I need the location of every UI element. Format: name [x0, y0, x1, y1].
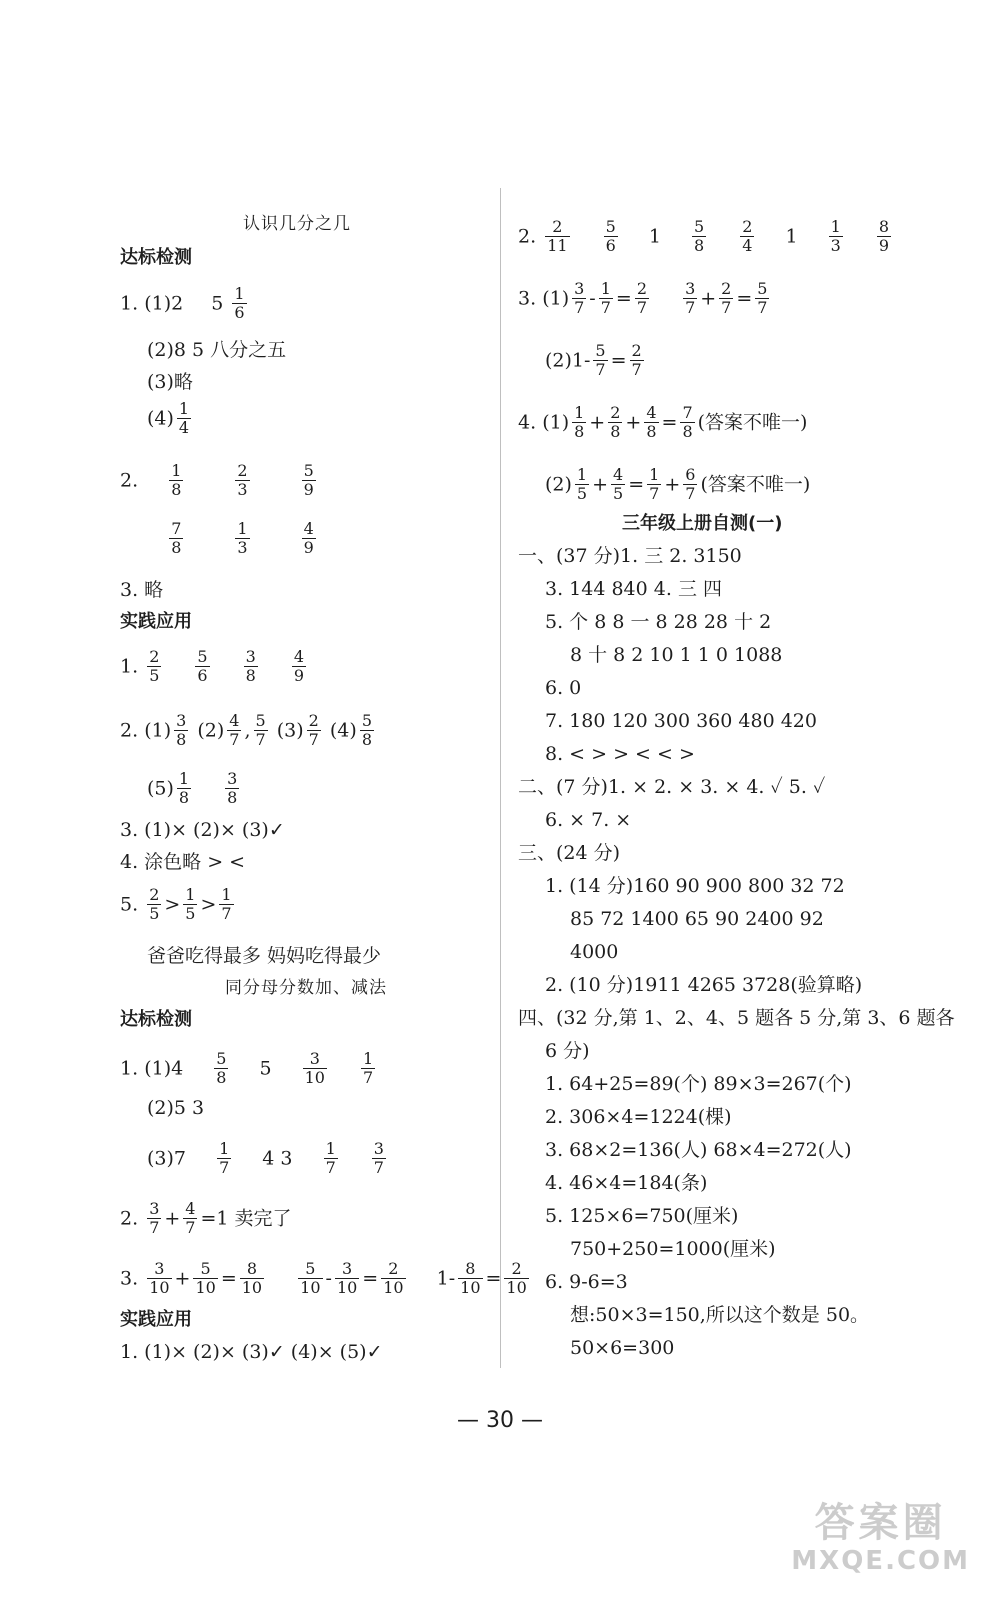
fraction: $\frac{5}{6}$	[605, 217, 616, 255]
answer-line: 3. 144 840 4. 三 四	[545, 578, 722, 600]
test-title: 三年级上册自测(一)	[622, 513, 783, 534]
fraction: $\frac{5}{7}$	[757, 279, 768, 317]
fraction: $\frac{5}{10}$	[195, 1259, 216, 1297]
fraction: $\frac{3}{10}$	[304, 1049, 325, 1087]
fraction: $\frac{8}{10}$	[460, 1259, 481, 1297]
answer-line: 85 72 1400 65 90 2400 92	[570, 908, 824, 930]
answer-line: 四、(32 分,第 1、2、4、5 题各 5 分,第 3、6 题各	[518, 1007, 955, 1029]
fraction: $\frac{2}{10}$	[383, 1259, 404, 1297]
fraction: $\frac{3}{7}$	[574, 279, 585, 317]
answer-line: 1. (1)× (2)× (3)✓ (4)× (5)✓	[120, 1341, 383, 1363]
fraction: $\frac{2}{7}$	[631, 341, 642, 379]
answer-line: 6. 9-6=3	[545, 1271, 628, 1293]
fraction: $\frac{3}{8}$	[245, 647, 256, 685]
fraction: $\frac{8}{9}$	[878, 217, 889, 255]
fraction: $\frac{7}{8}$	[171, 519, 182, 557]
fraction: $\frac{1}{4}$	[178, 399, 190, 437]
answer-line: 3. $\frac{3}{10}$ + $\frac{5}{10}$ = $\frac{8}{10}$ $\frac{5}{10}$ - $\frac{3}{10}$ = $\frac{2}{10}$ 1- $\frac{8}{10}$ = $\frac{2}{10}$	[120, 1259, 527, 1297]
answer-line: 5. $\frac{2}{5}$ > $\frac{1}{5}$ > $\frac{1}{7}$	[120, 885, 232, 923]
answer-line: 二、(7 分)1. × 2. × 3. × 4. ✓ 5. ✓	[518, 776, 826, 798]
answer-line: 3. 略	[120, 579, 164, 601]
answer-line: (3)7 $\frac{1}{7}$ 4 3 $\frac{1}{7}$ $\frac{3}{7}$	[147, 1139, 384, 1177]
fraction: $\frac{2}{11}$	[547, 217, 568, 255]
answer-line: 2. $\frac{2}{11}$ $\frac{5}{6}$ 1 $\frac{5}{8}$ $\frac{2}{4}$ 1 $\frac{1}{3}$ $\frac{8}{9}$	[518, 217, 889, 255]
answer-line: 5. 个 8 8 一 8 28 28 十 2	[545, 611, 772, 633]
fraction: $\frac{4}{5}$	[613, 465, 624, 503]
answer-line: 8 十 8 2 10 1 1 0 1088	[570, 644, 783, 666]
fraction: $\frac{3}{8}$	[176, 711, 187, 749]
fraction: $\frac{5}{8}$	[216, 1049, 227, 1087]
answer-line: (2)1- $\frac{5}{7}$ = $\frac{2}{7}$	[545, 341, 642, 379]
fraction: $\frac{1}{7}$	[325, 1139, 336, 1177]
answer-line: 一、(37 分)1. 三 2. 3150	[518, 545, 742, 567]
fraction: $\frac{4}{7}$	[229, 711, 240, 749]
fraction: $\frac{7}{8}$	[682, 403, 693, 441]
fraction: $\frac{8}{10}$	[241, 1259, 263, 1297]
heading-shijian: 实践应用	[120, 611, 192, 632]
answer-line: 2. (10 分)1911 4265 3728(验算略)	[545, 974, 863, 996]
answer-line: 1. 64+25=89(个) 89×3=267(个)	[545, 1073, 852, 1095]
fraction: $\frac{5}{10}$	[300, 1259, 321, 1297]
fraction: $\frac{4}{8}$	[646, 403, 657, 441]
fraction: $\frac{2}{8}$	[610, 403, 621, 441]
answer-line: (2)5 3	[147, 1097, 205, 1119]
fraction: $\frac{3}{10}$	[336, 1259, 358, 1297]
fraction: $\frac{1}{7}$	[649, 465, 660, 503]
answer-line: 6. × 7. ×	[545, 809, 632, 831]
answer-line	[120, 520, 319, 557]
fraction: $\frac{1}{7}$	[221, 885, 232, 923]
fraction: $\frac{2}{7}$	[636, 279, 648, 317]
fraction: $\frac{4}{7}$	[185, 1199, 196, 1237]
fraction: $\frac{3}{7}$	[149, 1199, 160, 1237]
page-number: — 30 —	[457, 1408, 543, 1433]
fraction: $\frac{1}{3}$	[830, 217, 841, 255]
answer-line: 1. (1)4 $\frac{5}{8}$ 5 $\frac{3}{10}$ $\frac{1}{7}$	[120, 1049, 374, 1087]
answer-line: 2. 306×4=1224(棵)	[545, 1106, 732, 1128]
fraction: $\frac{5}{8}$	[693, 217, 705, 255]
fraction: $\frac{2}{4}$	[742, 217, 753, 255]
heading-dabiao: 达标检测	[120, 1009, 192, 1030]
answer-line: 三、(24 分)	[518, 842, 621, 864]
answer-line: (2)8 5 八分之五	[147, 339, 287, 361]
section-title: 认识几分之几	[243, 214, 351, 234]
fraction: $\frac{2}{10}$	[506, 1259, 527, 1297]
answer-line: 3. 68×2=136(人) 68×4=272(人)	[545, 1139, 852, 1161]
answer-line: 2. $\frac{1}{8}$ $\frac{2}{3}$ $\frac{5}{9}$	[120, 461, 314, 499]
answer-line: 3. (1) $\frac{3}{7}$ - $\frac{1}{7}$ = $\frac{2}{7}$ $\frac{3}{7}$ + $\frac{2}{7}$ = $\frac{5}{7}$	[518, 279, 768, 317]
fraction: $\frac{1}{8}$	[171, 461, 182, 499]
answer-line: 750+250=1000(厘米)	[570, 1238, 776, 1260]
answer-line: (5) $\frac{1}{8}$ $\frac{3}{8}$	[147, 769, 238, 807]
answer-line: 6. 0	[545, 677, 582, 699]
fraction: $\frac{2}{7}$	[721, 279, 732, 317]
fraction: $\frac{3}{8}$	[227, 769, 238, 807]
fraction: $\frac{1}{8}$	[178, 769, 190, 807]
answer-line: 4000	[570, 941, 619, 963]
fraction: $\frac{5}{7}$	[255, 711, 266, 749]
heading-dabiao: 达标检测	[120, 247, 192, 268]
answer-line: (3)略	[147, 371, 193, 393]
fraction: $\frac{2}{7}$	[308, 711, 319, 749]
fraction: $\frac{2}{5}$	[149, 647, 160, 685]
answer-line: 4. 涂色略 > <	[120, 851, 246, 873]
section-title: 同分母分数加、减法	[225, 978, 387, 998]
fraction: $\frac{1}{5}$	[185, 885, 196, 923]
answer-line: 爸爸吃得最多 妈妈吃得最少	[147, 945, 382, 967]
fraction: $\frac{4}{9}$	[303, 519, 314, 557]
fraction: $\frac{5}{8}$	[361, 711, 372, 749]
fraction: $\frac{2}{5}$	[149, 885, 160, 923]
fraction: $\frac{4}{9}$	[293, 647, 305, 685]
fraction: $\frac{1}{5}$	[576, 465, 588, 503]
answer-line: 6 分)	[545, 1040, 590, 1062]
answer-line: 1. (1)2 5 $\frac{1}{6}$	[120, 284, 245, 322]
fraction: $\frac{5}{6}$	[197, 647, 208, 685]
fraction: $\frac{6}{7}$	[685, 465, 696, 503]
fraction: $\frac{3}{10}$	[149, 1259, 170, 1297]
fraction: $\frac{1}{8}$	[574, 403, 585, 441]
answer-line: 50×6=300	[570, 1337, 675, 1359]
answer-line: 4. (1) $\frac{1}{8}$ + $\frac{2}{8}$ + $\frac{4}{8}$ = $\frac{7}{8}$ (答案不唯一)	[518, 403, 808, 441]
answer-line: 想:50×3=150,所以这个数是 50。	[570, 1304, 870, 1326]
answer-line: 2. $\frac{3}{7}$ + $\frac{4}{7}$ =1 卖完了	[120, 1199, 292, 1237]
column-divider	[500, 188, 501, 1368]
fraction: $\frac{1}{7}$	[363, 1049, 374, 1087]
answer-line: 7. 180 120 300 360 480 420	[545, 710, 817, 732]
heading-shijian: 实践应用	[120, 1309, 192, 1330]
fraction: $\frac{1}{7}$	[600, 279, 611, 317]
fraction: $\frac{1}{7}$	[219, 1139, 230, 1177]
answer-line: 8. < > > < < >	[545, 743, 695, 765]
fraction: $\frac{1}{6}$	[234, 284, 245, 322]
watermark-logo: 答案圈 MXQE.COM	[791, 1500, 970, 1576]
answer-line: 3. (1)× (2)× (3)✓	[120, 819, 285, 841]
fraction: $\frac{3}{7}$	[373, 1139, 384, 1177]
answer-line: 4. 46×4=184(条)	[545, 1172, 708, 1194]
answer-line: 5. 125×6=750(厘米)	[545, 1205, 739, 1227]
fraction: $\frac{3}{7}$	[685, 279, 696, 317]
answer-line: 2. (1) $\frac{3}{8}$ (2) $\frac{4}{7}$ , $\frac{5}{7}$ (3) $\frac{2}{7}$ (4) $\frac{5}{8}$	[120, 711, 372, 749]
answer-line: (2) $\frac{1}{5}$ + $\frac{4}{5}$ = $\frac{1}{7}$ + $\frac{6}{7}$ (答案不唯一)	[545, 465, 811, 503]
fraction: $\frac{5}{9}$	[303, 461, 314, 499]
fraction: $\frac{1}{3}$	[237, 519, 248, 557]
fraction: $\frac{5}{7}$	[595, 341, 606, 379]
answer-line: 1. (14 分)160 90 900 800 32 72	[545, 875, 845, 897]
answer-line: 1. $\frac{2}{5}$ $\frac{5}{6}$ $\frac{3}{8}$ $\frac{4}{9}$	[120, 647, 305, 685]
answer-line: (4) $\frac{1}{4}$	[147, 399, 190, 437]
fraction: $\frac{2}{3}$	[237, 461, 248, 499]
